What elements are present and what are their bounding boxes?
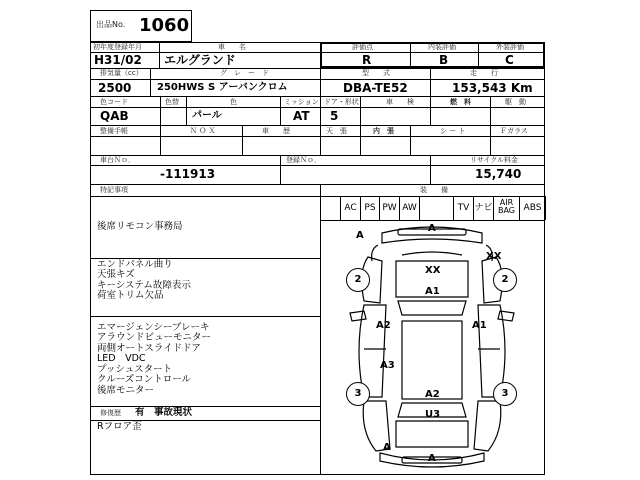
label-model: 型 式 bbox=[362, 69, 390, 77]
color-code-value: QAB bbox=[100, 109, 129, 123]
equipment-item: ナビ bbox=[474, 196, 494, 220]
damage-mark: A1 bbox=[425, 286, 440, 297]
damage-mark: A bbox=[428, 453, 436, 464]
equipment-item bbox=[420, 196, 454, 220]
equipment-item: PS bbox=[361, 196, 380, 220]
label-score: 評価点 bbox=[352, 43, 373, 51]
note-group-3 bbox=[97, 323, 211, 396]
label-car-name: 車 名 bbox=[218, 43, 246, 51]
note-item: 天張キズ bbox=[97, 269, 135, 281]
note-item: エンドパネル曲り bbox=[97, 259, 173, 270]
mileage-value: 153,543 Km bbox=[452, 81, 533, 95]
equipment-item: PW bbox=[380, 196, 400, 220]
displacement-value: 2500 bbox=[98, 81, 132, 95]
equipment-item: AW bbox=[400, 196, 420, 220]
wheel-rear-right: 3 bbox=[493, 382, 517, 406]
damage-mark: A2 bbox=[376, 320, 391, 331]
damage-mark: A3 bbox=[380, 360, 395, 371]
note-item: 荷室トリム欠品 bbox=[97, 290, 164, 302]
mission-value: AT bbox=[293, 109, 310, 123]
label-displacement: 排気量（cc） bbox=[100, 69, 143, 77]
score-value: R bbox=[362, 53, 372, 67]
note-bottom: Rフロア歪 bbox=[97, 421, 142, 432]
note-item: キーシステム故障表示 bbox=[97, 279, 191, 291]
wheel-front-right: 2 bbox=[493, 268, 517, 292]
note-item: LED VDC bbox=[97, 353, 146, 365]
label-history: 車 歴 bbox=[262, 127, 290, 135]
label-recycle-fee: リサイクル料金 bbox=[470, 156, 519, 164]
wheel-front-left: 2 bbox=[346, 268, 370, 292]
equipment-row bbox=[340, 196, 546, 220]
label-grade: グ レ ー ド bbox=[220, 69, 269, 77]
label-exterior: 外装評価 bbox=[496, 43, 524, 51]
roof-shape bbox=[402, 321, 462, 399]
damage-mark: A bbox=[356, 230, 364, 241]
wheel-rear-left: 3 bbox=[346, 382, 370, 406]
doors-value: 5 bbox=[330, 109, 339, 123]
damage-mark: XX bbox=[425, 265, 441, 276]
note-item: アラウンドビューモニター bbox=[97, 332, 212, 344]
label-seat: シ ー ト bbox=[440, 127, 466, 135]
label-color-code: 色コード bbox=[100, 98, 128, 106]
damage-mark: A2 bbox=[425, 389, 440, 400]
repair-history-label: 修復歴 bbox=[100, 409, 121, 417]
equipment-item: AIR BAG bbox=[494, 196, 520, 220]
note-group-2 bbox=[97, 260, 191, 302]
equipment-item: AC bbox=[341, 196, 361, 220]
damage-mark: U3 bbox=[425, 409, 441, 420]
label-interior-lining: 内 張 bbox=[373, 127, 394, 135]
first-registration-value: H31/02 bbox=[94, 53, 142, 67]
exterior-value: C bbox=[505, 53, 514, 67]
note-item: エマージェンシーブレーキ bbox=[97, 322, 210, 333]
note-item: 両側オートスライドドア bbox=[97, 342, 201, 354]
lot-number-box bbox=[90, 10, 192, 42]
notes-section-label: 特記事項 bbox=[100, 186, 128, 194]
equipment-item: TV bbox=[454, 196, 474, 220]
label-mission: ミッション bbox=[284, 98, 319, 106]
label-color: 色 bbox=[230, 98, 237, 106]
label-interior: 内装評価 bbox=[428, 43, 456, 51]
note-line-1: 後席リモコン事務局 bbox=[97, 221, 183, 232]
note-item: 後席モニター bbox=[97, 384, 155, 396]
equipment-section-label: 装 備 bbox=[420, 186, 448, 194]
label-door-shape: ドア・形状 bbox=[324, 98, 359, 106]
label-chassis-number: 車台Ｎｏ． bbox=[100, 156, 135, 164]
grade-value: 250HWS S アーバンクロム bbox=[157, 82, 288, 93]
label-front-glass: Ｆガラス bbox=[500, 127, 528, 135]
windshield-shape bbox=[398, 301, 466, 315]
recycle-fee-value: 15,740 bbox=[475, 167, 522, 181]
model-value: DBA-TE52 bbox=[343, 81, 408, 95]
note-item: クルーズコントロール bbox=[97, 374, 192, 386]
repair-history-value: 有 事故現状 bbox=[135, 407, 193, 418]
damage-mark: A bbox=[428, 223, 436, 234]
label-color-change: 色替 bbox=[165, 98, 179, 106]
damage-mark: A1 bbox=[472, 320, 487, 331]
equipment-item: ABS bbox=[520, 196, 546, 220]
label-drive: 駆 動 bbox=[505, 98, 526, 106]
label-ceiling: 天 張 bbox=[326, 127, 347, 135]
chassis-number-value: -111913 bbox=[160, 167, 216, 181]
label-inspection: 車 検 bbox=[386, 98, 414, 106]
damage-mark: A bbox=[383, 442, 391, 453]
label-maintenance-book: 整備手帳 bbox=[100, 127, 128, 135]
lot-number-label: 出品No. bbox=[96, 20, 126, 29]
lot-number-value: 1060 bbox=[139, 15, 190, 36]
label-nox: Ｎ Ｏ Ｘ bbox=[190, 127, 216, 135]
color-value: パール bbox=[192, 110, 222, 121]
label-first-registration: 初年度登録年月 bbox=[93, 43, 142, 51]
label-mileage: 走 行 bbox=[470, 69, 498, 77]
car-diagram bbox=[320, 221, 545, 475]
interior-value: B bbox=[439, 53, 449, 67]
label-fuel: 燃 料 bbox=[450, 98, 471, 106]
damage-mark: XX bbox=[486, 251, 502, 262]
rear-gate-shape bbox=[396, 421, 468, 447]
car-name-value: エルグランド bbox=[164, 53, 236, 67]
label-registration-number: 登録Ｎｏ． bbox=[286, 156, 321, 164]
note-item: プッシュスタート bbox=[97, 363, 173, 375]
